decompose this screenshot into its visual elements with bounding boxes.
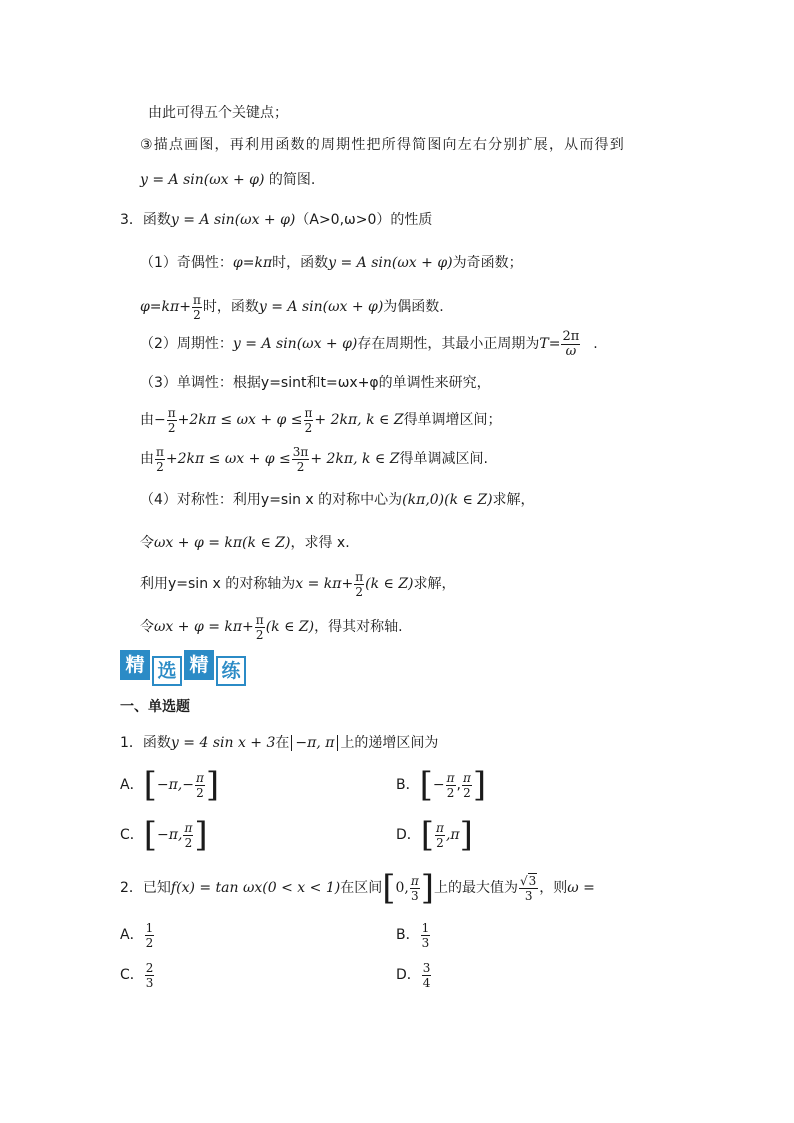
numerator: π — [410, 873, 419, 888]
text-line-period — [140, 327, 598, 361]
text-line-axis-result — [140, 610, 403, 644]
q1-prefix: 1．函数 — [120, 735, 171, 751]
omega-symbol: ω = — [567, 880, 595, 896]
monotonicity-text: （3）单调性：根据y=sint和t=ωx+φ的单调性来研究， — [140, 375, 491, 391]
numerator: π — [184, 820, 193, 835]
phi-condition: φ=kπ — [232, 255, 273, 271]
phi-condition: φ=kπ+ — [140, 299, 191, 315]
banner-char-1: 精 — [120, 650, 150, 680]
numerator: 2π — [562, 328, 580, 344]
denominator: 2 — [184, 835, 193, 850]
numerator: 3 — [422, 960, 431, 975]
denominator: 2 — [296, 459, 305, 474]
q2-option-a[interactable] — [120, 918, 155, 952]
q1-option-d[interactable]: D．[ $\frac{\pi}{2}$ ,π] — [396, 815, 473, 855]
numerator: π — [436, 820, 444, 835]
text-line-draw-graph — [140, 135, 625, 155]
denominator: 2 — [156, 459, 164, 474]
q2-mid: 在区间 — [340, 880, 383, 896]
symmetry-label: （4）对称性：利用y=sin x 的对称中心为 — [140, 492, 403, 508]
option-label: D． — [396, 967, 421, 983]
formula-y: y = A sin(ωx + φ) — [258, 299, 384, 315]
even-function-text: 为偶函数. — [383, 299, 444, 315]
q2-prefix: 2．已知 — [120, 880, 171, 896]
q1-option-b[interactable]: B．[− $\frac{\pi}{2}$ , $\frac{\pi}{2}$ ] — [396, 765, 487, 805]
text-line-increasing — [140, 403, 502, 437]
option-label: C． — [120, 967, 144, 983]
key-points-text: 由此可得五个关键点； — [148, 105, 288, 121]
sqrt-value: 3 — [528, 873, 537, 888]
parity-mid: 时，函数 — [202, 299, 259, 315]
graph-result-text: 的简图. — [268, 172, 316, 188]
denominator: 2 — [446, 785, 455, 800]
fraction-2-over-3 — [145, 961, 155, 990]
q1-mid: 在 — [275, 735, 290, 751]
axis-label: 利用y=sin x 的对称轴为 — [140, 576, 296, 592]
from-text: 由 — [140, 451, 154, 467]
numerator: π — [156, 444, 164, 459]
numerator: 3π — [292, 444, 309, 459]
text-line-symmetry-center — [140, 490, 535, 510]
denominator: 2 — [193, 307, 201, 322]
numerator: π — [167, 405, 176, 420]
draw-graph-text: ③描点画图，再利用函数的周期性把所得简图向左右分别扩展，从而得到 — [140, 137, 625, 153]
q1-option-a[interactable]: A．[−π,− $\frac{\pi}{2}$ ] — [120, 765, 220, 805]
axis-formula: x = kπ+ — [295, 576, 354, 592]
text-line-decreasing — [140, 442, 488, 476]
fraction-pi-over-2 — [304, 406, 314, 435]
q1-interval-text: −π, π — [295, 735, 335, 751]
text-line-parity-odd — [140, 253, 523, 273]
q1-function: y = 4 sin x + 3 — [170, 735, 276, 751]
numerator: 1 — [421, 920, 430, 935]
denominator: 2 — [304, 420, 313, 435]
fraction-1-over-3 — [421, 921, 431, 950]
denominator: 2 — [167, 420, 176, 435]
banner-char-3: 精 — [184, 650, 214, 680]
banner-char-2: 选 — [152, 656, 182, 686]
question-1-stem — [120, 733, 438, 753]
text-line-graph-result — [140, 170, 315, 190]
increasing-text: 得单调增区间； — [403, 412, 502, 428]
option-label: D． — [396, 827, 421, 843]
period-end: . — [593, 336, 598, 352]
denominator: 2 — [436, 835, 444, 850]
option-label: A． — [120, 927, 144, 943]
solve-text: 求解， — [492, 492, 535, 508]
denominator: 4 — [422, 975, 431, 990]
numerator: π — [446, 770, 455, 785]
comma: , — [456, 777, 461, 793]
condition-text: （A>0,ω>0） — [295, 212, 391, 228]
q1-text: 上的递增区间为 — [340, 735, 439, 751]
k-integer: + 2kπ, k ∈ Z — [314, 412, 404, 428]
q2-option-d[interactable] — [396, 958, 432, 992]
fraction-3pi-over-2 — [292, 445, 310, 474]
numerator: π — [462, 770, 471, 785]
text-line-let-equal — [140, 533, 350, 553]
numerator: π — [355, 569, 364, 584]
let-text: 令 — [140, 619, 154, 635]
inequality: +2kπ ≤ ωx + φ ≤ — [177, 412, 303, 428]
interval-right: ,π — [445, 827, 460, 843]
let-text: 令 — [140, 535, 154, 551]
option-label: A． — [120, 777, 144, 793]
fraction-pi-over-3 — [410, 874, 420, 903]
denominator: 2 — [255, 627, 264, 642]
option-label: B． — [396, 927, 420, 943]
axis-result-text: ，得其对称轴. — [314, 619, 403, 635]
fraction-pi-over-2 — [255, 613, 265, 642]
period-text: 存在周期性，其最小正周期为 — [357, 336, 540, 352]
heading-text: 的性质 — [390, 212, 433, 228]
from-text: 由 — [140, 412, 154, 428]
fraction-pi-over-2 — [462, 771, 472, 800]
fraction-pi-over-2 — [167, 406, 177, 435]
q2-option-c[interactable] — [120, 958, 155, 992]
heading-prefix: 3．函数 — [120, 212, 171, 228]
denominator: 2 — [196, 785, 204, 800]
section-title-text: 一、单选题 — [120, 699, 190, 715]
parity-label: （1）奇偶性： — [140, 255, 233, 271]
numerator: 2 — [145, 960, 154, 975]
banner-char-4: 练 — [216, 656, 246, 686]
fraction-pi-over-2 — [195, 771, 205, 800]
q2-end: ，则 — [539, 880, 568, 896]
q2-function: f(x) = tan ωx(0 < x < 1) — [170, 880, 341, 896]
q1-option-c[interactable]: C．[−π, $\frac{\pi}{2}$ ] — [120, 815, 208, 855]
period-T: T= — [539, 336, 561, 352]
numerator: π — [192, 292, 201, 307]
fraction-sqrt3-over-3: $\frac{√3}{3}$ — [519, 873, 537, 903]
q1-interval — [291, 735, 338, 751]
text-line-monotonicity — [140, 373, 491, 393]
denominator: 3 — [145, 975, 154, 990]
denominator: 3 — [524, 888, 533, 903]
option-label: C． — [120, 827, 144, 843]
formula-y: y = A sin(ωx + φ) — [140, 172, 265, 188]
odd-function-text: 为奇函数； — [452, 255, 523, 271]
numerator: π — [195, 770, 204, 785]
section-heading-properties — [120, 210, 432, 230]
numerator: π — [304, 405, 313, 420]
fraction-pi-over-2 — [435, 821, 445, 850]
denominator: 2 — [145, 935, 154, 950]
fraction-3-over-4 — [422, 961, 432, 990]
denominator: 2 — [355, 584, 363, 599]
center-formula: (kπ,0)(k ∈ Z) — [402, 492, 493, 508]
fraction-pi-over-2 — [354, 570, 364, 599]
decreasing-text: 得单调减区间. — [399, 451, 488, 467]
solve-text: 求解， — [413, 576, 456, 592]
interval-left: 0, — [395, 880, 409, 896]
equation: ωx + φ = kπ+ — [154, 619, 254, 635]
numerator: π — [255, 612, 264, 627]
minus-sign: − — [432, 777, 445, 793]
section-title — [120, 697, 190, 717]
question-2-stem: 2．已知f(x) = tan ωx(0 < x < 1)在区间[0, $\frac{\pi}{3}$ ]上的最大值为 $\frac{√3}{3}$ ，则ω = — [120, 868, 595, 908]
fraction-pi-over-2 — [446, 771, 456, 800]
period-label: （2）周期性： — [140, 336, 233, 352]
k-integer: + 2kπ, k ∈ Z — [310, 451, 400, 467]
fraction-pi-over-2 — [155, 445, 165, 474]
formula-y: y = A sin(ωx + φ) — [328, 255, 453, 271]
equation: ωx + φ = kπ(k ∈ Z) — [154, 535, 291, 551]
denominator: 3 — [410, 888, 419, 903]
fraction-2pi-over-omega — [561, 330, 580, 359]
formula-y: y = A sin(ωx + φ) — [170, 212, 296, 228]
interval-left: −π,− — [156, 777, 194, 793]
denominator: 3 — [421, 935, 430, 950]
formula-y: y = A sin(ωx + φ) — [232, 336, 358, 352]
option-label: B． — [396, 777, 420, 793]
fraction-pi-over-2 — [192, 293, 202, 322]
interval-left: −π, — [157, 827, 183, 843]
solve-x-text: ，求得 x. — [290, 535, 350, 551]
q2-mid2: 上的最大值为 — [433, 880, 518, 896]
fraction-1-over-2 — [145, 921, 155, 950]
text-line-parity-even — [140, 290, 444, 324]
denominator: ω — [565, 343, 577, 359]
text-line-symmetry-axis — [140, 567, 456, 601]
q2-option-b[interactable] — [396, 918, 431, 952]
fraction-pi-over-2 — [183, 821, 193, 850]
text-line-key-points — [148, 103, 288, 123]
numerator: 1 — [145, 920, 154, 935]
inequality: +2kπ ≤ ωx + φ ≤ — [165, 451, 291, 467]
parity-mid: 时，函数 — [272, 255, 329, 271]
denominator: 2 — [463, 785, 471, 800]
k-integer: (k ∈ Z) — [365, 576, 414, 592]
minus-sign: − — [154, 412, 166, 428]
k-integer: (k ∈ Z) — [265, 619, 315, 635]
